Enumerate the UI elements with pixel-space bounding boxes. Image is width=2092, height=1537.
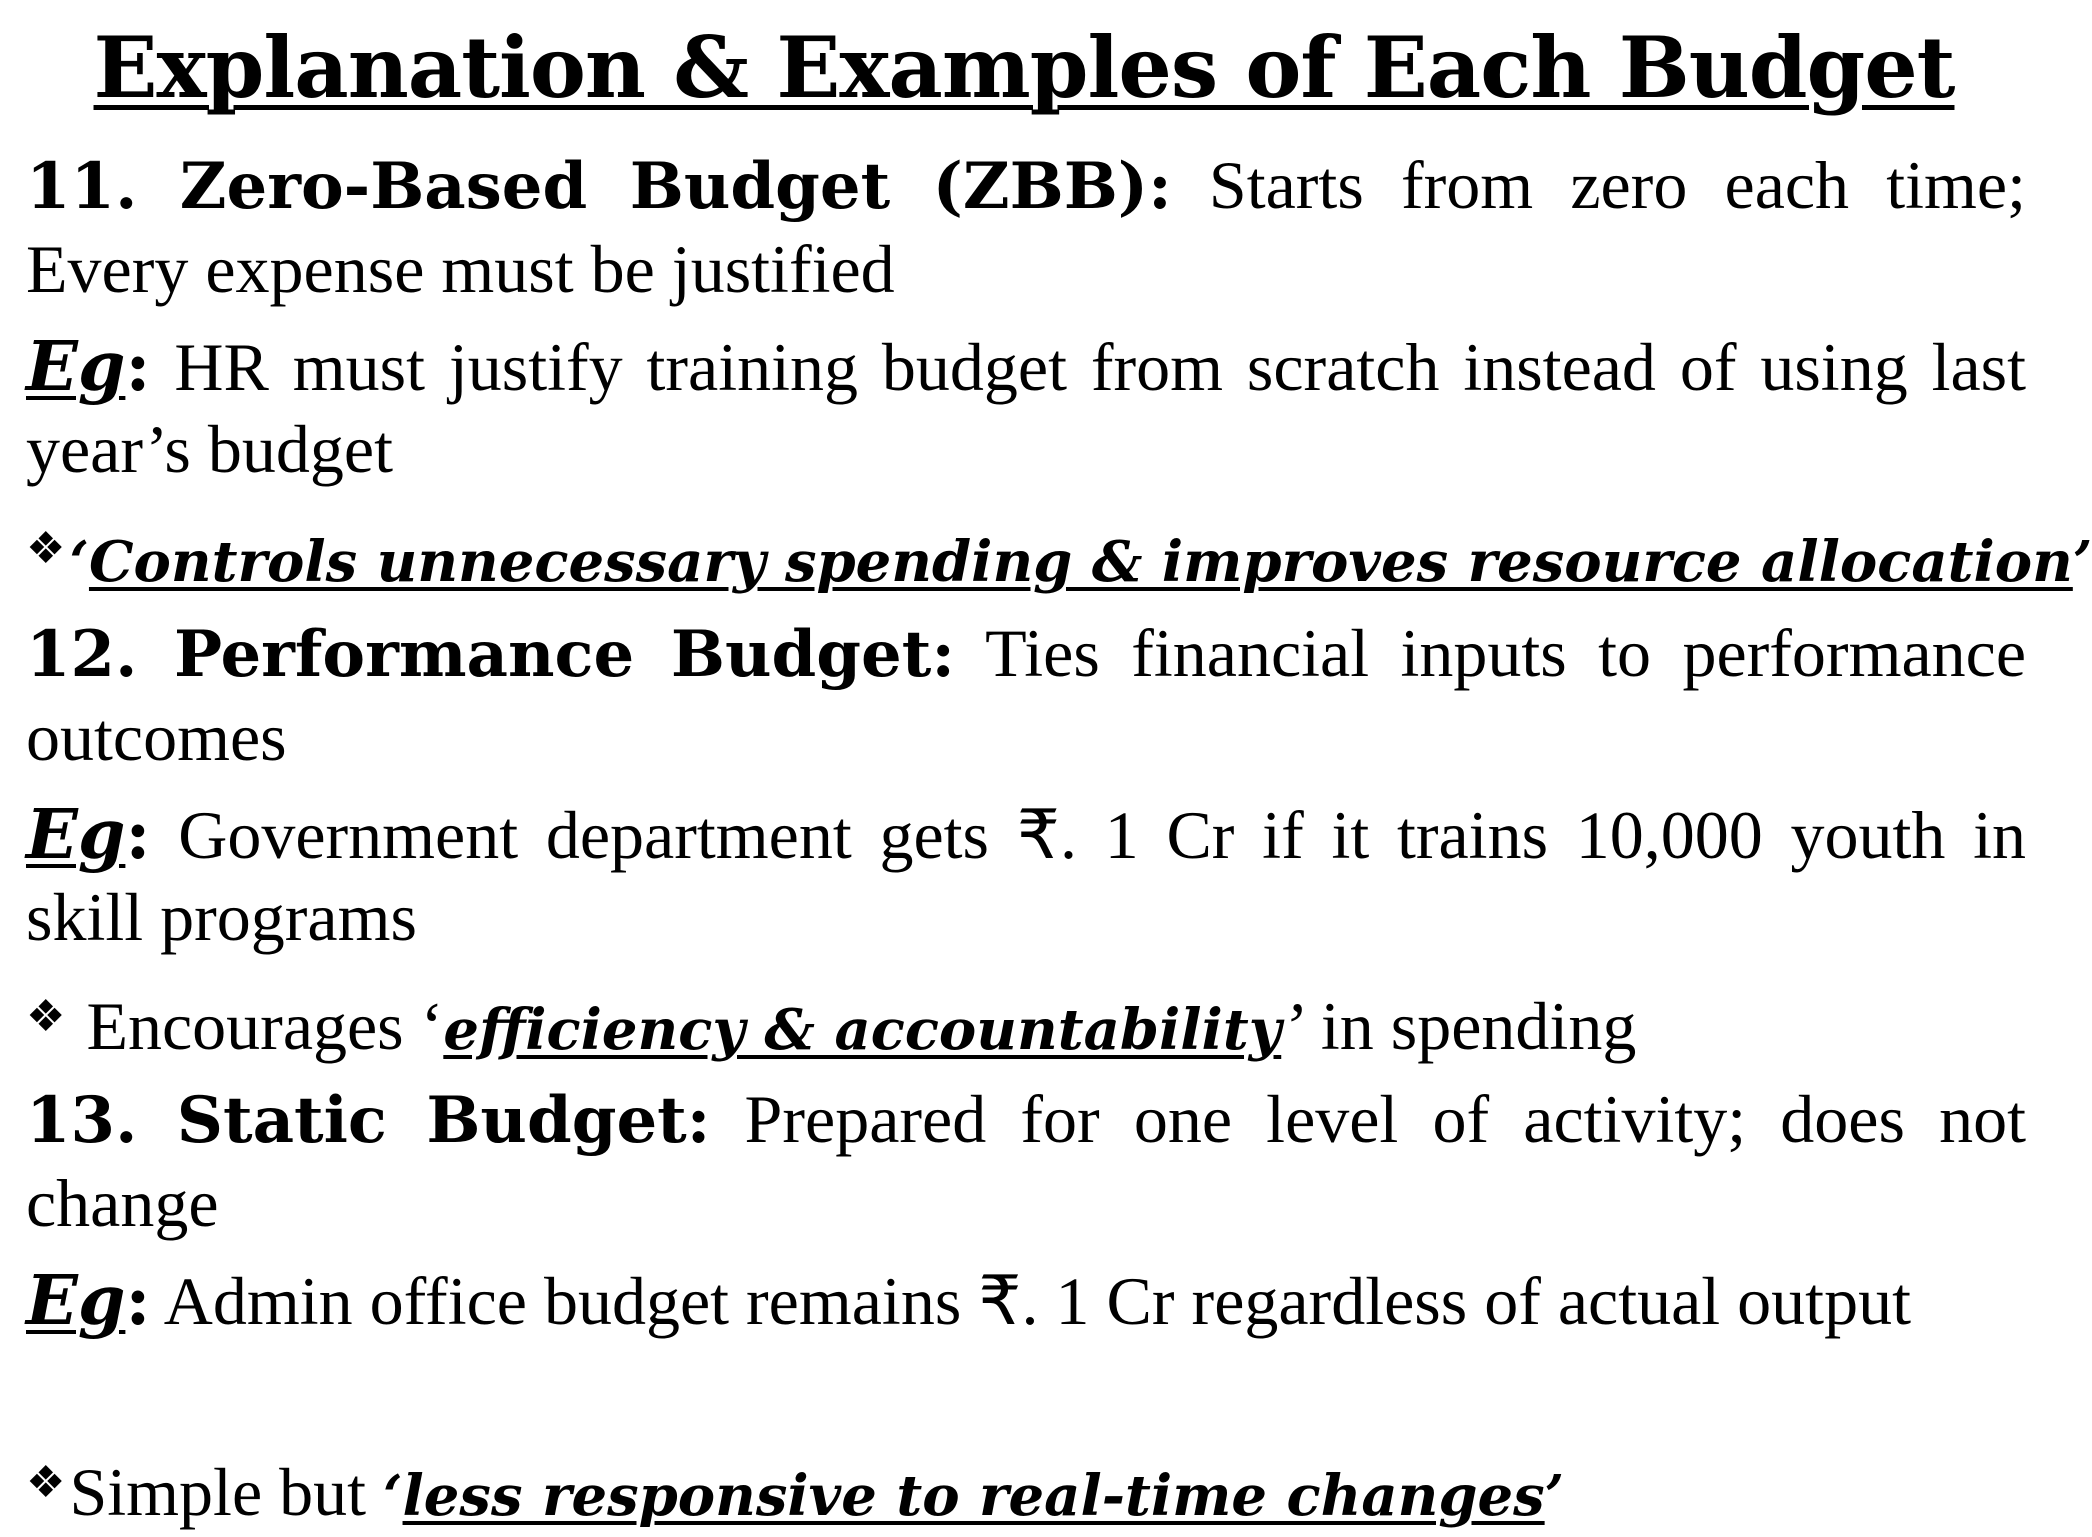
budget-definition-zbb [26,144,2026,310]
budget-example-performance [26,794,2026,958]
example-label: Eg [26,1261,126,1341]
example-colon: : [125,327,151,407]
page-title: Explanation & Examples of Each Budget [93,18,1955,117]
budget-definition-static [26,1078,2026,1244]
example-label: Eg [26,795,126,875]
budget-example-zbb [26,326,2026,490]
bullet-prefix: Encourages [69,988,421,1064]
budget-heading: 13. Static Budget: [26,1083,711,1158]
diamond-bullet-icon: ❖ [26,1458,66,1507]
example-colon: : [125,1261,151,1341]
bullet-prefix: Simple but [69,1454,384,1530]
budget-description: Starts from zero each time; Every expense must be justified [26,147,2026,307]
bullet-close-quote: ’ [2072,529,2092,595]
example-text: Admin office budget remains ₹. 1 Cr regardless of actual output [150,1263,1911,1339]
example-text: HR must justify training budget from scratch instead of using last year’s budget [26,329,2026,487]
bullet-open-quote: ‘ [420,988,444,1064]
budget-description: Prepared for one level of activity; does not change [26,1081,2027,1241]
example-label: Eg [26,327,126,407]
budget-description: Ties financial inputs to performance outcomes [26,615,2027,775]
budget-bullet-zbb [26,508,2092,603]
budget-bullet-static [26,1442,2026,1537]
example-text: Government department gets ₹. 1 Cr if it trains 10,000 youth in skill programs [26,797,2026,955]
bullet-close-quote: ’ [1281,988,1304,1064]
budget-example-static [26,1260,2026,1342]
diamond-bullet-icon: ❖ [26,524,66,573]
budget-definition-performance [26,612,2026,778]
diamond-bullet-icon: ❖ [26,992,66,1041]
bullet-suffix: in spending [1303,988,1637,1064]
bullet-open-quote: ‘ [383,1463,403,1529]
bullet-emphasis: less responsive to real-time changes [402,1463,1545,1529]
budget-bullet-performance [26,976,2026,1071]
example-colon: : [125,795,151,875]
budget-heading: 12. Performance Budget: [26,617,955,692]
bullet-close-quote: ’ [1544,1463,1565,1529]
bullet-emphasis: efficiency & accountability [443,997,1282,1063]
budget-heading: 11. Zero-Based Budget (ZBB): [26,149,1172,224]
bullet-open-quote: ‘ [69,529,89,595]
bullet-emphasis: Controls unnecessary spending & improves resource allocation [88,529,2073,595]
